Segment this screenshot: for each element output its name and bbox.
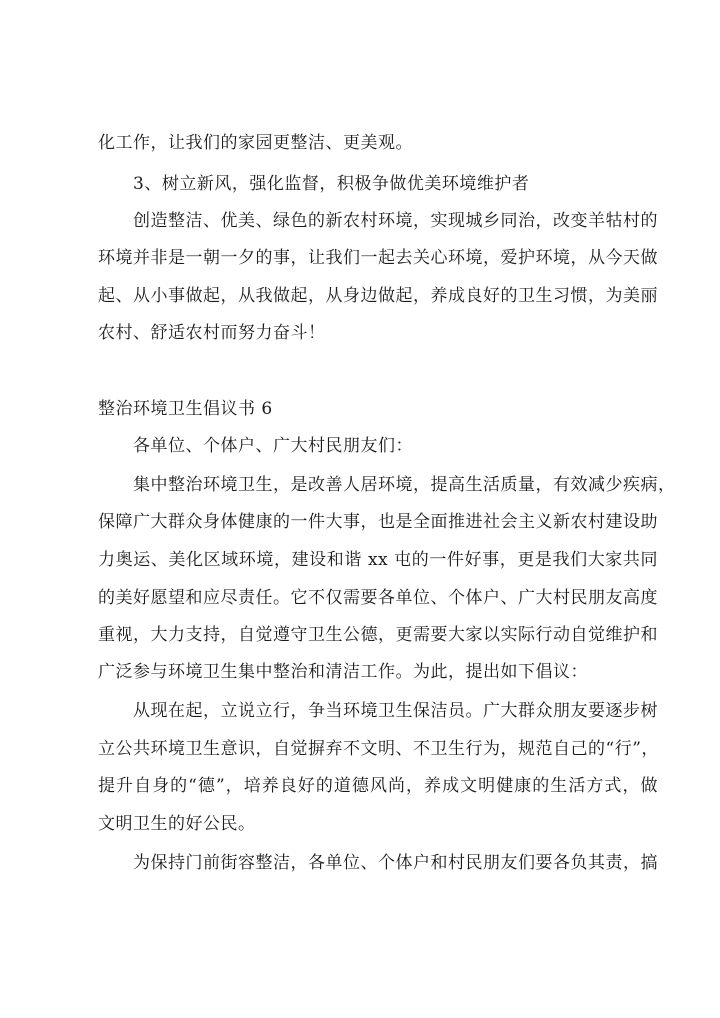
text-line: 集中整治环境卫生，是改善人居环境，提高生活质量，有效减少疾病， [133,475,676,495]
text-line: 从现在起，立说立行，争当环境卫生保洁员。广大群众朋友要逐步树 [133,701,658,721]
text-line: 的美好愿望和应尽责任。它不仅需要各单位、个体户、广大村民朋友高度 [98,588,658,608]
text-line: 农村、舒适农村而努力奋斗！ [98,323,326,343]
text-line: 为保持门前街容整洁，各单位、个体户和村民朋友们要各负其责，搞 [133,853,658,873]
text-line: 文明卫生的好公民。 [98,814,256,834]
text-line: 立公共环境卫生意识，自觉摒弃不文明、不卫生行为，规范自己的“行”， [98,739,659,759]
text-line: 力奥运、美化区域环境，建设和谐 xx 屯的一件好事，更是我们大家共同 [98,550,658,570]
text-line: 创造整洁、优美、绿色的新农村环境，实现城乡同治，改变羊牯村的 [133,211,658,231]
text-line: 提升自身的“德”，培养良好的道德风尚，养成文明健康的生活方式，做 [98,776,658,796]
document-title: 整治环境卫生倡议书 6 [98,399,273,419]
text-line: 化工作，让我们的家园更整洁、更美观。 [98,133,413,153]
section-heading: 3、树立新风，强化监督，积极争做优美环境维护者 [133,174,530,194]
salutation: 各单位、个体户、广大村民朋友们： [133,436,413,456]
text-line: 保障广大群众身体健康的一件大事，也是全面推进社会主义新农村建设助 [98,512,658,532]
text-line: 起、从小事做起，从我做起，从身边做起，养成良好的卫生习惯，为美丽 [98,286,658,306]
text-line: 环境并非是一朝一夕的事，让我们一起去关心环境，爱护环境，从今天做 [98,248,658,268]
text-line: 重视，大力支持，自觉遵守卫生公德，更需要大家以实际行动自觉维护和 [98,625,658,645]
text-line: 广泛参与环境卫生集中整治和清洁工作。为此，提出如下倡议： [98,662,588,682]
